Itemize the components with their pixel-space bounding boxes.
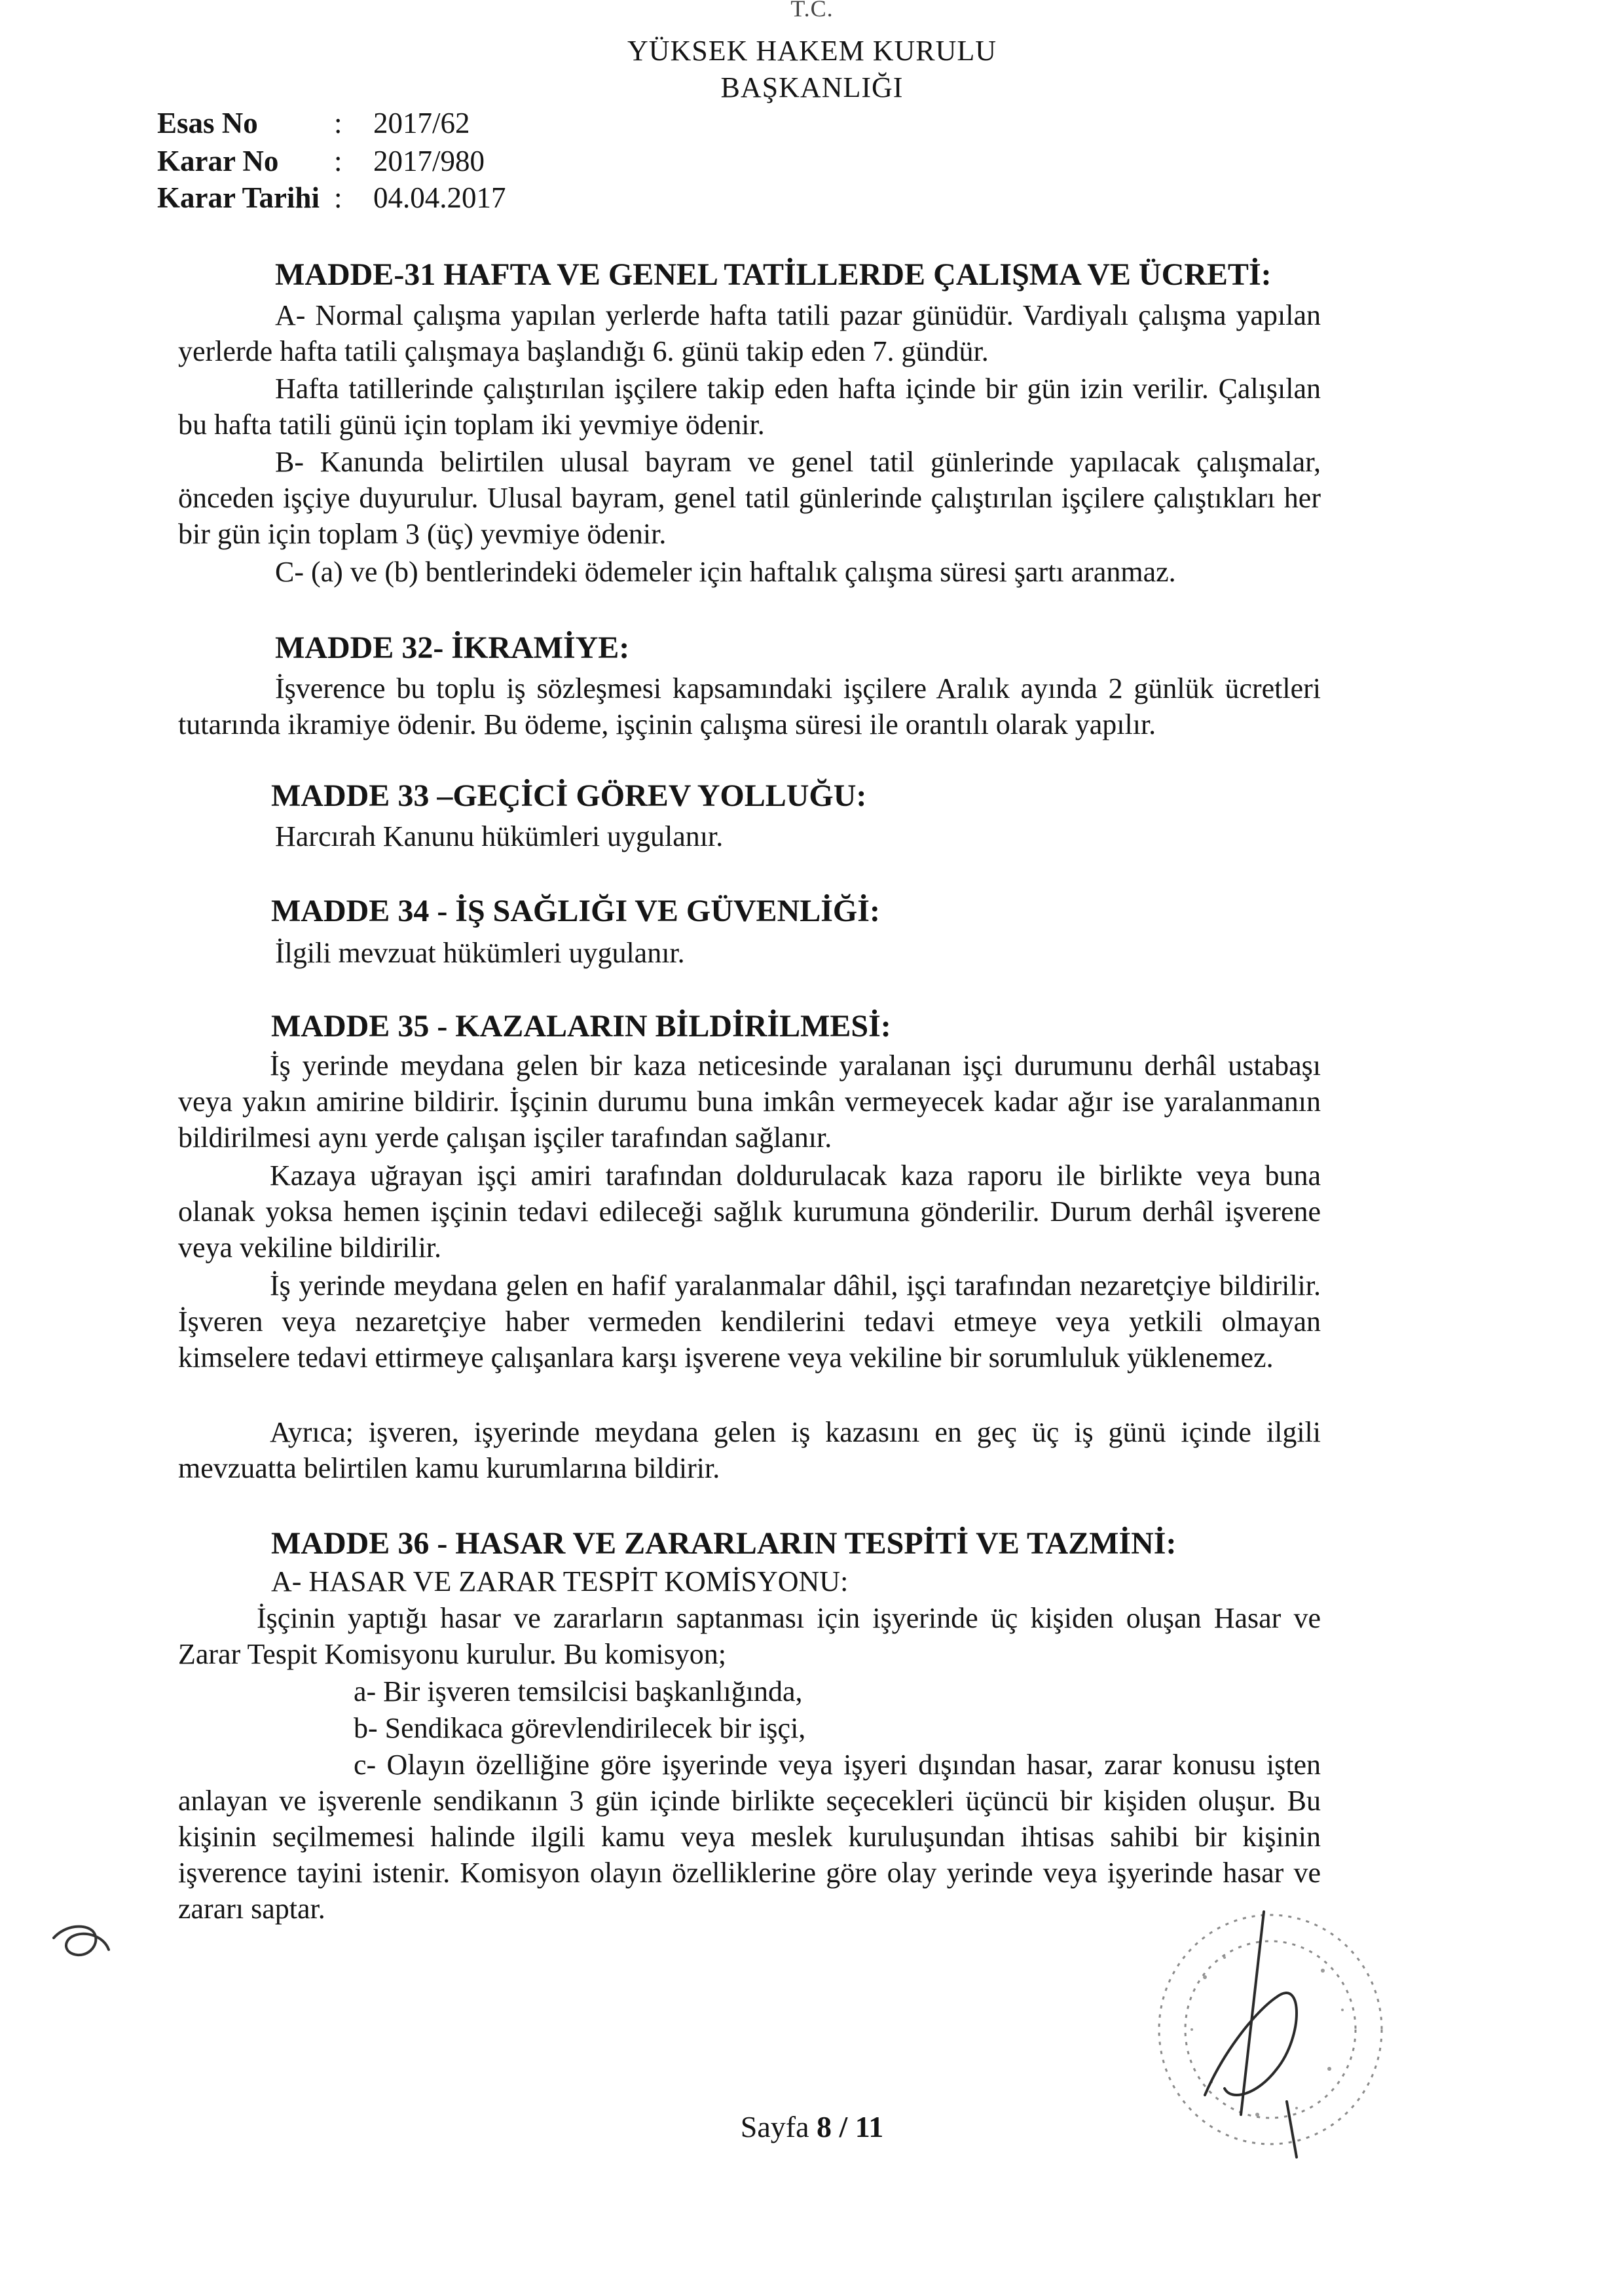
tarih-label: Karar Tarihi bbox=[157, 181, 320, 214]
madde36-item-a: a- Bir işveren temsilcisi başkanlığında, bbox=[354, 1675, 803, 1707]
karar-label: Karar No bbox=[157, 145, 279, 177]
madde35-paragraph-1: İş yerinde meydana gelen bir kaza neticesinde yaralanan işçi durumunu derhâl ustabaşı veya yakın amirine bildirir. İşçinin durumu buna imkân vermeyecek kadar ağır ise yaralanmanın bildirilmesi aynı yerde çalışan işçiler tarafından sağlanır. bbox=[178, 1049, 1321, 1154]
madde35-heading: MADDE 35 - KAZALARIN BİLDİRİLMESİ: bbox=[271, 1009, 891, 1044]
madde35-paragraph-4: Ayrıca; işveren, işyerinde meydana gelen iş kazasını en geç üç iş günü içinde ilgili mevzuatta belirtilen kamu kurumlarına bildirir. bbox=[178, 1416, 1321, 1484]
madde34-paragraph: İlgili mevzuat hükümleri uygulanır. bbox=[275, 937, 685, 969]
madde36-item-c: c- Olayın özelliğine göre işyerinde veya işyeri dışından hasar, zarar konusu işten anlayan ve işverenle sendikanın 3 gün içinde birlikte seçecekleri üçüncü bir kişiden oluşur. Bu kişinin seçilmemesi halinde ilgili kamu veya meslek kuruluşundan ihtisas sahibi bir kişinin işverence tayini istenir. Komisyon olayın özelliklerine göre olay yerinde veya işyerinde hasar ve zararı saptar. bbox=[178, 1749, 1321, 1925]
seal-stamp bbox=[1126, 1899, 1421, 2160]
madde33-heading: MADDE 33 –GEÇİCİ GÖREV YOLLUĞU: bbox=[271, 778, 867, 813]
madde33-paragraph: Harcırah Kanunu hükümleri uygulanır. bbox=[275, 820, 724, 852]
header-fragment: T.C. bbox=[790, 0, 834, 22]
madde36-subheading: A- HASAR VE ZARAR TESPİT KOMİSYONU: bbox=[271, 1565, 849, 1597]
madde31-paragraph-c: C- (a) ve (b) bentlerindeki ödemeler için haftalık çalışma süresi şartı aranmaz. bbox=[275, 556, 1176, 588]
page-value: 8 / 11 bbox=[817, 2110, 884, 2143]
header-title: YÜKSEK HAKEM KURULU bbox=[627, 35, 997, 67]
madde31-paragraph-hafta: Hafta tatillerinde çalıştırılan işçilere takip eden hafta içinde bir gün izin verilir. Çalışılan bu hafta tatili günü için toplam iki yevmiye ödenir. bbox=[178, 373, 1321, 441]
madde35-paragraph-3: İş yerinde meydana gelen en hafif yaralanmalar dâhil, işçi tarafından nezaretçiye bildirilir. İşveren veya nezaretçiye haber vermeden kendilerini tedavi etmeye veya yetkili olmayan kimselere tedavi ettirmeye çalışanlara karşı işverene veya vekiline bir sorumluluk yüklenemez. bbox=[178, 1269, 1321, 1374]
esas-label: Esas No bbox=[157, 107, 258, 139]
madde36-heading: MADDE 36 - HASAR VE ZARARLARIN TESPİTİ VE TAZMİNİ: bbox=[271, 1526, 1177, 1561]
esas-value: 2017/62 bbox=[373, 107, 470, 139]
madde34-heading: MADDE 34 - İŞ SAĞLIĞI VE GÜVENLİĞİ: bbox=[271, 894, 880, 928]
page-prefix: Sayfa bbox=[740, 2110, 809, 2143]
meta-karar-row bbox=[157, 144, 485, 178]
meta-separator: : bbox=[334, 107, 342, 139]
margin-pen-mark bbox=[46, 1912, 118, 1971]
meta-tarih-row bbox=[157, 181, 506, 215]
header-subtitle: BAŞKANLIĞI bbox=[720, 71, 904, 103]
signature-mark bbox=[1205, 1912, 1297, 2157]
meta-esas-row bbox=[157, 106, 470, 140]
madde31-paragraph-a: A- Normal çalışma yapılan yerlerde hafta tatili pazar günüdür. Vardiyalı çalışma yapılan yerlerde hafta tatili çalışmaya başlandığı 6. günü takip eden 7. gündür. bbox=[178, 299, 1321, 367]
madde36-item-b: b- Sendikaca görevlendirilecek bir işçi, bbox=[354, 1712, 806, 1744]
madde31-paragraph-b: B- Kanunda belirtilen ulusal bayram ve genel tatil günlerinde yapılacak çalışmalar, önceden işçiye duyurulur. Ulusal bayram, genel tatil günlerinde çalıştırılan işçilere çalıştıkları her bir gün için toplam 3 (üç) yevmiye ödenir. bbox=[178, 446, 1321, 550]
karar-value: 2017/980 bbox=[373, 145, 485, 177]
madde32-heading: MADDE 32- İKRAMİYE: bbox=[275, 630, 630, 665]
madde35-paragraph-2: Kazaya uğrayan işçi amiri tarafından doldurulacak kaza raporu ile birlikte veya buna olanak yoksa hemen işçinin tedavi edileceği sağlık kurumuna gönderilir. Durum derhâl işverene veya vekiline bildirilir. bbox=[178, 1159, 1321, 1264]
meta-separator: : bbox=[334, 145, 342, 177]
madde36-paragraph-1: İşçinin yaptığı hasar ve zararların saptanması için işyerinde üç kişiden oluşan Hasar ve Zarar Tespit Komisyonu kurulur. Bu komisyon; bbox=[178, 1602, 1321, 1670]
madde32-paragraph: İşverence bu toplu iş sözleşmesi kapsamındaki işçilere Aralık ayında 2 günlük ücretleri tutarında ikramiye ödenir. Bu ödeme, işçinin çalışma süresi ile orantılı olarak yapılır. bbox=[178, 672, 1321, 740]
meta-separator: : bbox=[334, 181, 342, 214]
madde31-heading: MADDE-31 HAFTA VE GENEL TATİLLERDE ÇALIŞMA VE ÜCRETİ: bbox=[275, 257, 1272, 292]
tarih-value: 04.04.2017 bbox=[373, 181, 506, 214]
